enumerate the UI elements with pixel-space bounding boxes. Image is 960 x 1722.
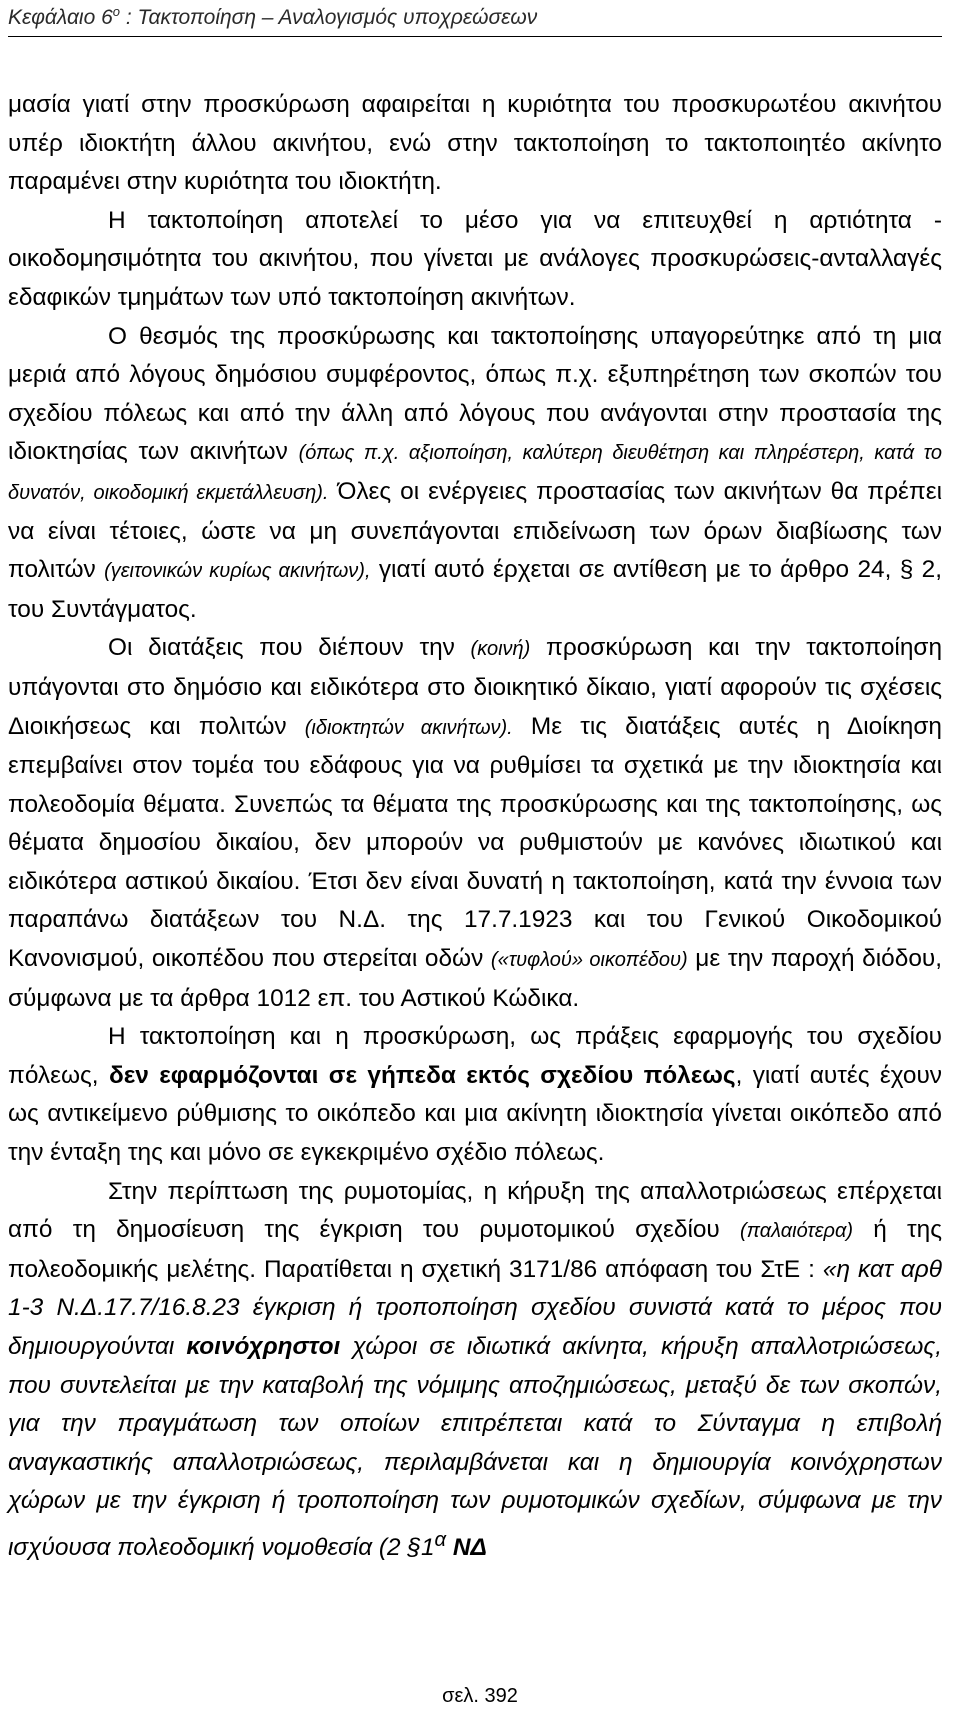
paragraph-6-superscript: α — [434, 1528, 447, 1551]
paragraph-4-text-a: Οι διατάξεις που διέπουν την — [108, 634, 455, 662]
paragraph-3-text-c: Όλες οι ενέργειες προστασίας των ακινήτων θα πρέπει να είναι τέτοιες, ώστε να μη συνεπάγονται επιδείνωση των όρων διαβίωσης των πολιτών — [8, 477, 943, 584]
paragraph-1-text: μασία γιατί στην προσκύρωση αφαιρείται η κυριότητα του προσκυρωτέου ακινήτου υπέρ ιδιοκτήτη άλλου ακινήτου, ενώ στην τακτοποίηση το τακτοποιητέο ακίνητο παραμένει στην κυριότητα του ιδιοκτήτη. — [8, 91, 942, 196]
running-header — [8, 4, 942, 37]
paragraph-3-italic-d: (γειτονικών κυρίως ακινήτων), — [104, 560, 371, 583]
paragraph-4 — [8, 629, 942, 1018]
paragraph-6-text-a: Στην περίπτωση της ρυμοτομίας, η κήρυξη της απαλλοτριώσεως επέρχεται από τη δημοσίευση της έγκριση του ρυμοτομικού σχεδίου — [8, 1177, 942, 1244]
chapter-label: Κεφάλαιο 6 — [8, 6, 113, 29]
paragraph-5-bold-b: δεν εφαρμόζονται σε γήπεδα εκτός σχεδίου πόλεως — [108, 1061, 736, 1089]
paragraph-5-text-c: , γιατί αυτές έχουν ως αντικείμενο ρύθμισης το οικόπεδο και μια ακίνητη ιδιοκτησία γίνεται οικόπεδο από την ένταξη της και μόνο σε εγκεκριμένο σχέδιο πόλεως. — [8, 1061, 942, 1167]
paragraph-2 — [8, 202, 942, 318]
paragraph-6-quote-d: «η κατ αρθ 1-3 Ν.Δ.17.7/16.8.23 έγκριση ή τροποποίηση σχεδίου συνιστά κατά το μέρος που δημιουργούνται — [8, 1255, 943, 1360]
paragraph-6-bold-h: ΝΔ — [452, 1534, 487, 1562]
paragraph-3-italic-b: (όπως π.χ. αξιοποίηση, καλύτερη διευθέτηση και πληρέστερη, κατά το δυνατόν, οικοδομική εκμετάλλευση). — [8, 442, 942, 504]
paragraph-6-quote-f: χώροι σε ιδιωτικά ακίνητα, κήρυξη απαλλοτριώσεως, που συντελείται με την καταβολή της νόμιμης αποζημιώσεως, μεταξύ δε των σκοπών, για την πραγμάτωση των οποίων επιτρέπεται κατά το Σύνταγμα η επιβολή αναγκαστικής απαλλοτριώσεως, περιλαμβάνεται και η δημιουργία κοινόχρηστων χώρων με την έγκριση ή τροποποίηση των ρυμοτομικών σχεδίων, σύμφωνα με την ισχύουσα πολεοδομική νομοθεσία (2 §1 — [8, 1333, 942, 1562]
paragraph-3-text-a: Ο θεσμός της προσκύρωσης και τακτοποίησης υπαγορεύτηκε από τη μια μεριά από λόγους δημόσιου συμφέροντος, όπως π.χ. εξυπηρέτηση των σκοπών του σχεδίου πόλεως και από την άλλη από λόγους που ανάγονται στην προστασία της ιδιοκτησίας των ακινήτων — [8, 322, 942, 466]
paragraph-4-italic-f: («τυφλού» οικοπέδου) — [490, 949, 688, 972]
paragraph-4-text-e: Με τις διατάξεις αυτές η Διοίκηση επεμβαίνει στον τομέα του εδάφους για να ρυθμίσει τα σχετικά με την ιδιοκτησία και πολεοδομία θέματα. Συνεπώς τα θέματα της προσκύρωσης και της τακτοποίησης, ως θέματα δημοσίου δικαίου, δεν μπορούν να ρυθμιστούν με κανόνες ιδιωτικού και ειδικότερα αστικού δικαίου. Έτσι δεν είναι δυνατή η τακτοποίηση, κατά την έννοια των παραπάνω διατάξεων του Ν.Δ. της 17.7.1923 και του Γενικού Οικοδομικού Κανονισμού, οικοπέδου που στερείται οδών — [8, 712, 942, 973]
paragraph-6 — [8, 1173, 942, 1568]
paragraph-6-bold-e: κοινόχρηστοι — [186, 1333, 341, 1360]
chapter-superscript: ο — [112, 4, 121, 19]
paragraph-4-text-c: προσκύρωση και την τακτοποίηση υπάγονται στο δημόσιο και ειδικότερα στο διοικητικό δίκαιο, γιατί αφορούν τις σχέσεις Διοικήσεως και πολιτών — [8, 634, 943, 740]
paragraph-5-text-a: Η τακτοποίηση και η προσκύρωση, ως πράξεις εφαρμογής του σχεδίου πόλεως, — [8, 1023, 942, 1089]
paragraph-3 — [8, 318, 942, 630]
paragraph-5 — [8, 1018, 942, 1172]
paragraph-4-italic-d: (ιδιοκτητών ακινήτων). — [304, 716, 513, 739]
paragraph-4-text-g: με την παροχή διόδου, σύμφωνα με τα άρθρα 1012 επ. του Αστικού Κώδικα. — [8, 945, 942, 1012]
paragraph-4-italic-b: (κοινή) — [470, 638, 531, 661]
body-text — [8, 86, 942, 1568]
paragraph-6-italic-b: (παλαιότερα) — [739, 1220, 854, 1243]
paragraph-2-text: Η τακτοποίηση αποτελεί το μέσο για να επιτευχθεί η αρτιότητα - οικοδομησιμότητα του ακινήτου, που γίνεται με ανάλογες προσκυρώσεις-ανταλλαγές εδαφικών τμημάτων των υπό τακτοποίηση ακινήτων. — [8, 206, 942, 311]
page-number: σελ. 392 — [442, 1685, 518, 1707]
paragraph-1 — [8, 86, 942, 202]
chapter-title: : Τακτοποίηση – Αναλογισμός υποχρεώσεων — [125, 6, 538, 29]
paragraph-3-text-e: γιατί αυτό έρχεται σε αντίθεση με το άρθρο 24, § 2, του Συντάγματος. — [8, 556, 942, 623]
paragraph-6-text-c: ή της πολεοδομικής μελέτης. Παρατίθεται η σχετική 3171/86 απόφαση του ΣτΕ : — [8, 1216, 943, 1283]
